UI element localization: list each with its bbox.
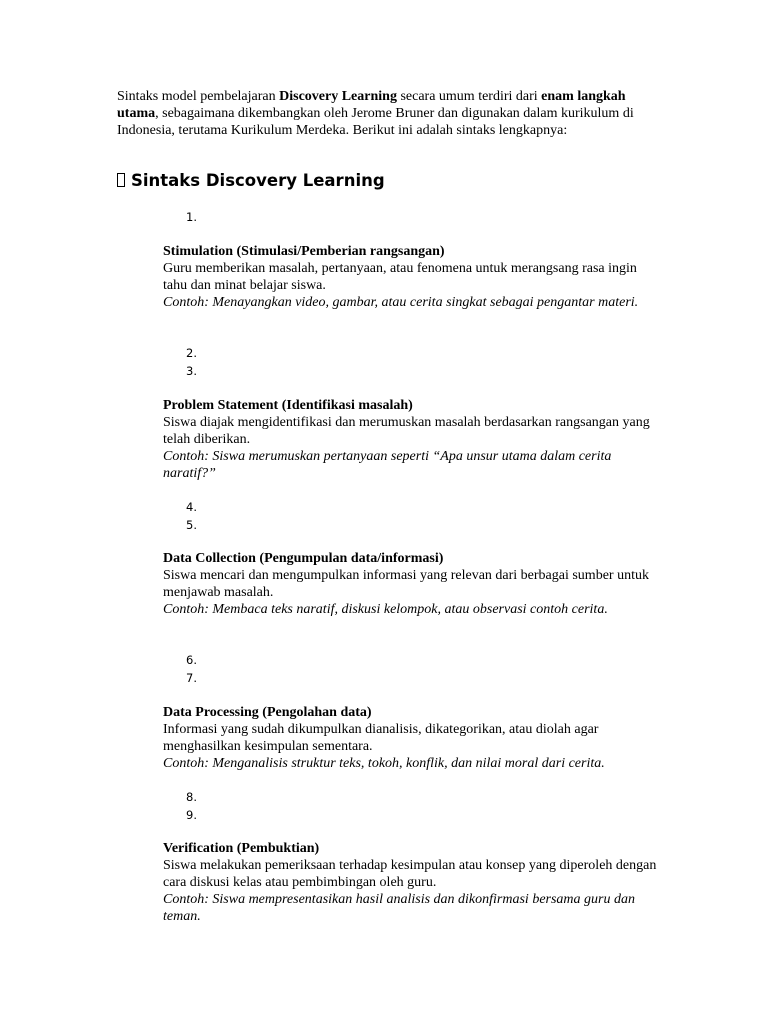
intro-text-2: secara umum terdiri dari (396, 89, 542, 104)
list-number: 5. (186, 518, 197, 532)
list-number: 4. (186, 500, 197, 514)
section-heading (117, 171, 385, 191)
section-heading-text: Sintaks Discovery Learning (131, 171, 385, 190)
step-description: Guru memberikan masalah, pertanyaan, atau fenomena untuk merangsang rasa ingin tahu dan minat belajar siswa. (163, 261, 637, 293)
step-example: Contoh: Menganalisis struktur teks, tokoh, konflik, dan nilai moral dari cerita. (163, 756, 605, 771)
step-example: Contoh: Menayangkan video, gambar, atau cerita singkat sebagai pengantar materi. (163, 295, 639, 310)
intro-paragraph (117, 88, 657, 139)
list-number: 2. (186, 346, 197, 360)
step-problem-statement (163, 397, 663, 482)
intro-bold-1: Discovery Learning (279, 89, 397, 104)
step-title: Data Collection (Pengumpulan data/informasi) (163, 551, 444, 566)
list-number: 9. (186, 808, 197, 822)
step-title: Stimulation (Stimulasi/Pemberian rangsangan) (163, 244, 445, 259)
intro-text-3: , sebagaimana dikembangkan oleh Jerome Bruner dan digunakan dalam kurikulum di Indonesia, terutama Kurikulum Merdeka. Berikut ini adalah sintaks lengkapnya: (117, 106, 634, 138)
step-description: Informasi yang sudah dikumpulkan dianalisis, dikategorikan, atau diolah agar menghasilkan kesimpulan sementara. (163, 722, 599, 754)
step-verification (163, 840, 663, 925)
list-number: 8. (186, 790, 197, 804)
step-data-processing (163, 704, 663, 772)
missing-glyph-icon (117, 173, 125, 187)
step-title: Problem Statement (Identifikasi masalah) (163, 398, 413, 413)
step-title: Data Processing (Pengolahan data) (163, 705, 372, 720)
step-data-collection (163, 550, 663, 618)
list-number: 7. (186, 671, 197, 685)
list-number: 1. (186, 210, 197, 224)
step-example: Contoh: Siswa merumuskan pertanyaan seperti “Apa unsur utama dalam cerita naratif?” (163, 449, 612, 481)
step-description: Siswa mencari dan mengumpulkan informasi yang relevan dari berbagai sumber untuk menjawab masalah. (163, 568, 649, 600)
intro-bold-2: enam langkah utama (117, 89, 626, 121)
step-example: Contoh: Membaca teks naratif, diskusi kelompok, atau observasi contoh cerita. (163, 602, 608, 617)
step-example: Contoh: Siswa mempresentasikan hasil analisis dan dikonfirmasi bersama guru dan teman. (163, 892, 635, 924)
step-description: Siswa diajak mengidentifikasi dan merumuskan masalah berdasarkan rangsangan yang telah diberikan. (163, 415, 650, 447)
list-number: 3. (186, 364, 197, 378)
step-title: Verification (Pembuktian) (163, 841, 320, 856)
intro-text-1: Sintaks model pembelajaran (117, 89, 280, 104)
step-description: Siswa melakukan pemeriksaan terhadap kesimpulan atau konsep yang diperoleh dengan cara diskusi kelas atau pembimbingan oleh guru. (163, 858, 657, 890)
step-stimulation (163, 243, 663, 311)
list-number: 6. (186, 653, 197, 667)
